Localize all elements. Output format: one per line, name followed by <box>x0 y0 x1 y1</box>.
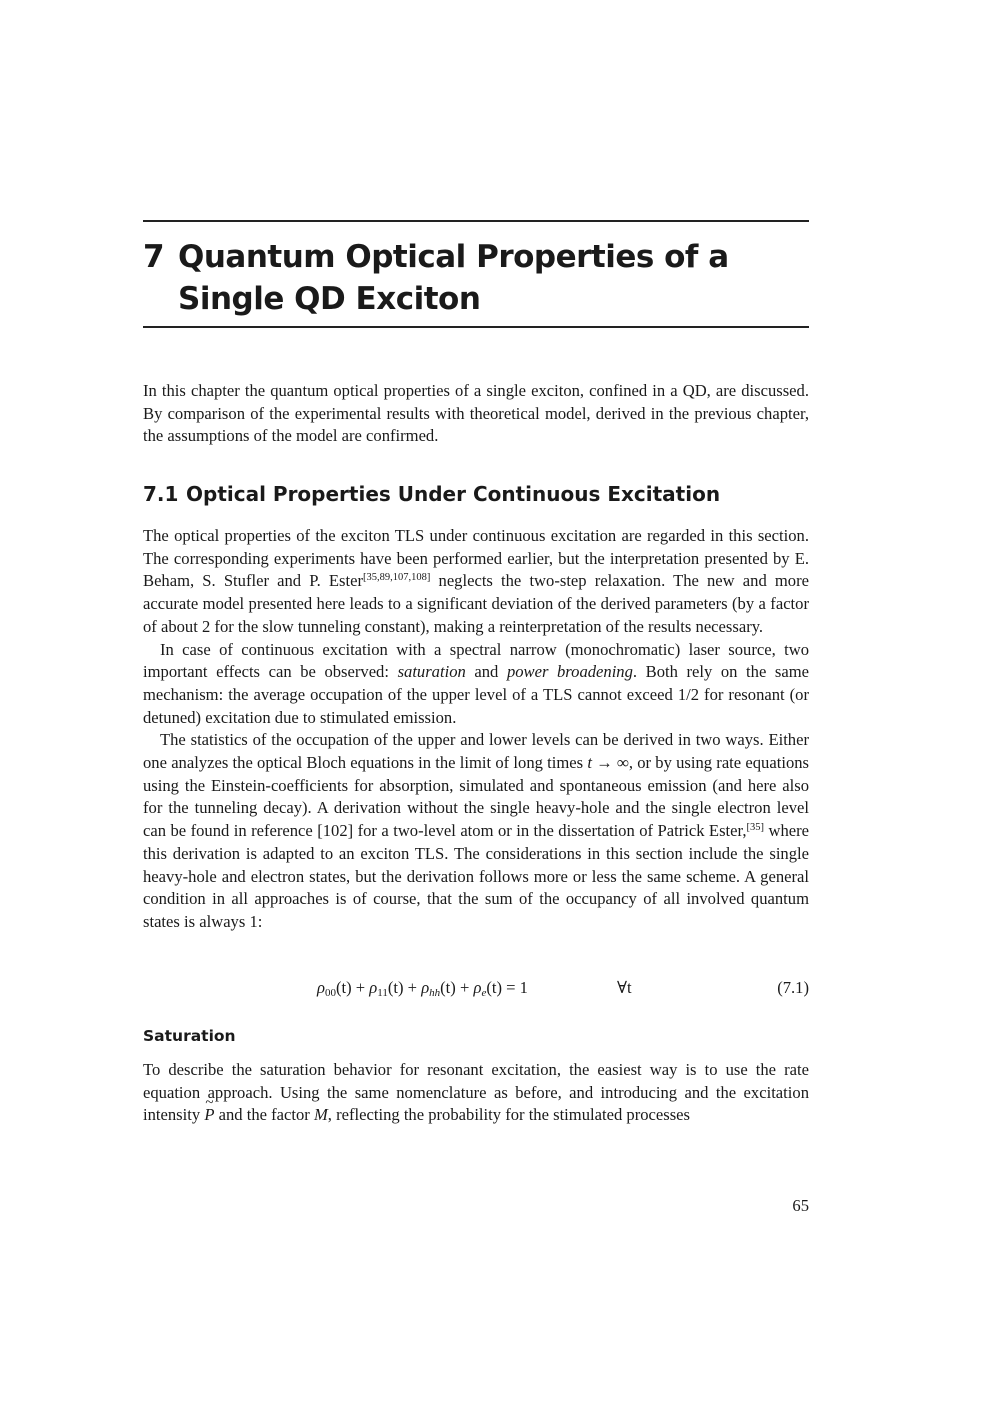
intro-paragraph <box>143 380 809 448</box>
limit-expression: t → ∞ <box>587 753 629 773</box>
equation-number: (7.1) <box>777 978 809 997</box>
intensity-symbol: ~ P <box>204 1104 214 1127</box>
intro-text: In this chapter the quantum optical properties of a single exciton, confined in a QD, are discussed. By comparison of the experimental results with theoretical model, derived in the previous chapter, the assumptions of the model are confirmed. <box>143 381 809 446</box>
saturation-text <box>143 1059 809 1127</box>
citation: [35,89,107,108] <box>363 572 431 584</box>
page-number: 65 <box>792 1196 809 1215</box>
chapter-title-text: Quantum Optical Properties of a Single QD Exciton <box>178 239 729 317</box>
paragraph-1: The optical properties of the exciton TLS under continuous excitation are regarded in this section. The corresponding experiments have been performed earlier, but the interpretation presented by E. Beham, S. Stufler and P. Ester[35,89,107,108] neglects the two-step relaxation. The new and more accurate model presented here leads to a significant deviation of the derived parameters (by a factor of about 2 for the slow tunneling constant), making a reinterpretation of the results necessary. <box>143 526 809 636</box>
equation-7-1 <box>143 975 809 1001</box>
chapter-number: 7 <box>143 239 165 275</box>
equation-expression: $\rho_{00}(t) + \rho_{11}(t) + \rho_{hh}(t) + \rho_e(t) = 1$ <box>317 978 528 999</box>
citation: [35] <box>746 822 765 834</box>
paragraph-3: The statistics of the occupation of the upper and lower levels can be derived in two ways. Either one analyzes the optical Bloch equations in the limit of long times t → ∞, or by using rate equations using the Einstein-coefficients for absorption, simulated and spontaneous emission (and here also for the tunneling decay). A derivation without the single heavy-hole and the single electron level can be found in reference [102] for a two-level atom or in the dissertation of Patrick Ester,[35] where this derivation is adapted to an exciton TLS. The considerations in this section include the single heavy-hole and electron states, but the derivation follows more or less the same scheme. A general condition in all approaches is of course, that the sum of the occupancy of all involved quantum states is always 1: <box>143 730 809 931</box>
paragraph-2: In case of continuous excitation with a spectral narrow (monochromatic) laser source, two important effects can be observed: saturation and power broadening. Both rely on the same mechanism: the average occupation of the upper level of a TLS cannot exceed 1/2 for resonant (or detuned) excitation due to stimulated emission. <box>143 639 810 727</box>
main-text <box>143 525 809 934</box>
subsection-heading: Saturation <box>143 1027 236 1045</box>
chapter-bottom-rule <box>143 326 809 328</box>
equation-forall: ∀t <box>617 978 632 997</box>
emphasis-saturation: saturation <box>397 662 466 682</box>
chapter-top-rule <box>143 220 809 222</box>
emphasis-power-broadening: power broadening <box>506 662 633 682</box>
factor-symbol: M <box>313 1105 328 1125</box>
section-heading <box>143 480 809 508</box>
section-title: Optical Properties Under Continuous Excitation <box>186 482 721 506</box>
paragraph-4: To describe the saturation behavior for resonant excitation, the easiest way is to use the rate equation approach. Using the same nomenclature as before, and introducing and the excitation intensity ~ P and the factor M, reflecting the probability for the stimulated processes <box>143 1059 809 1127</box>
chapter-title <box>143 236 809 320</box>
section-number: 7.1 <box>143 482 179 506</box>
